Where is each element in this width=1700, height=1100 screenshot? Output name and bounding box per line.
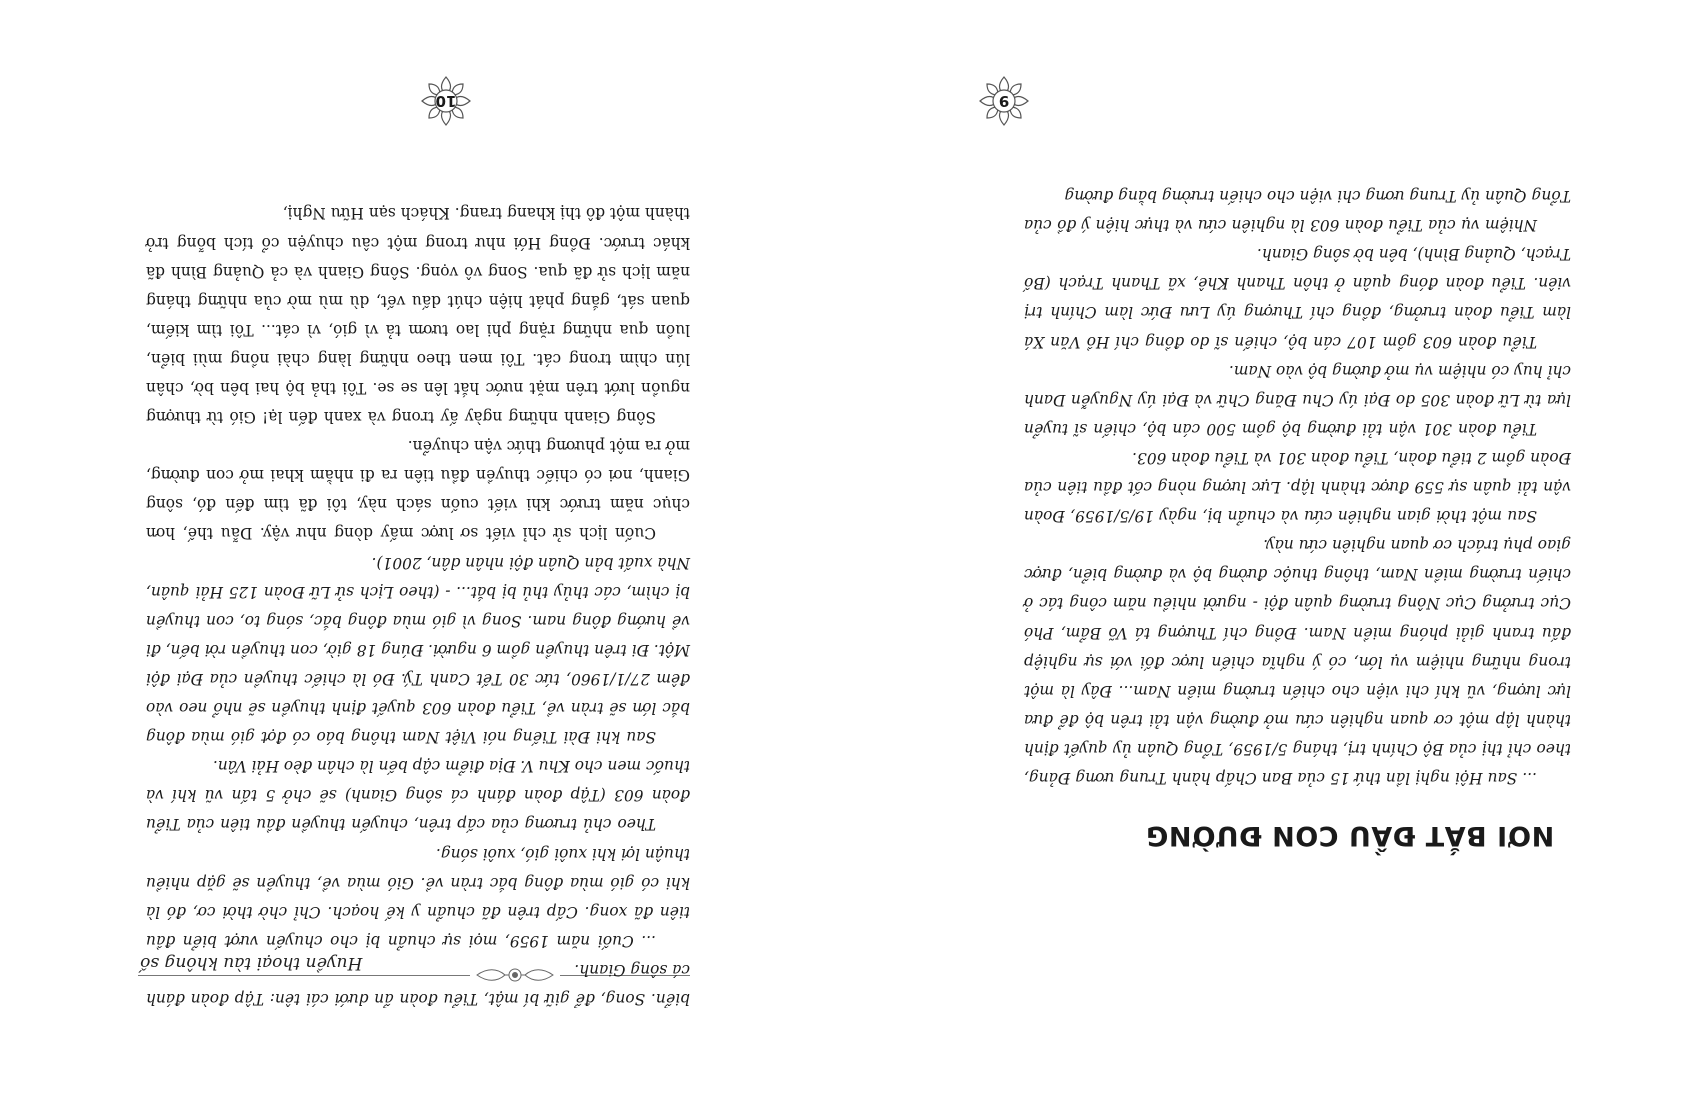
paragraph: biển. Song, để giữ bí mật, Tiểu đoàn ẩn dưới cái tên: Tập đoàn đánh cá sông Gianh. (146, 960, 690, 1008)
page-9-body (1024, 181, 1571, 792)
paragraph: Sông Gianh những ngày ấy trong và xanh đến lạ! Gió từ thượng nguồn lướt trên mặt nước hắt lên se se. Tôi thả bộ hai bên bờ, chân lún chìm trong cát. Tôi men theo những làng chài nồng mùi biển, luồn qua những rặng phi lao tươm tả vì gió, vì cát... Tôi tìm kiếm, quan sát, gắng phát hiện chút dấu vết, dù mù mờ của những tháng năm lịch sử đã qua. Song vô vọng. Sông Gianh và cả Quảng Bình đã khác trước. Đồng Hới như trong một câu chuyện cổ tích bỗng trở thành một đô thị khang trang. Khách sạn Hữu Nghị, (146, 204, 690, 427)
paragraph: Tiểu đoàn 301 vận tải đường bộ gồm 500 cán bộ, chiến sĩ tuyển lựa từ Lữ đoàn 305 do Đại úy Chu Đăng Chữ và Đại úy Nguyễn Danh chỉ huy có nhiệm vụ mở đường bộ vào Nam. (1024, 361, 1571, 438)
page-number-text: 10 (435, 92, 457, 110)
paragraph: Theo chủ trương của cấp trên, chuyến thuyền đầu tiên của Tiểu đoàn 603 (Tập đoàn đánh cá sông Gianh) sẽ chở 5 tấn vũ khí và thuốc men cho Khu V. Địa điểm cập bến là chân đèo Hải Vân. (146, 757, 690, 834)
paragraph: Sau một thời gian nghiên cứu và chuẩn bị, ngày 19/5/1959, Đoàn vận tải quân sự 559 được thành lập. Lực lượng nòng cốt đầu tiên của Đoàn gồm 2 tiểu đoàn, Tiểu đoàn 301 và Tiểu đoàn 603. (1024, 448, 1571, 526)
page-number-text: 9 (998, 92, 1010, 110)
page-10-body (146, 198, 690, 1013)
paragraph: Sau khi Đài Tiếng nói Việt Nam thông báo có đợt gió mùa đông bắc lớn sẽ tràn về, Tiểu đoàn 603 quyết định thuyền sẽ nhổ neo vào đêm 27/1/1960, tức 30 Tết Canh Tý. Đó là chiếc thuyền của Đại đội Một. Đi trên thuyền gồm 6 người. Đúng 18 giờ, con thuyền rời bến, đi về hướng đông nam. Song vì gió mùa đông bắc, sóng to, con thuyền bị chìm, các thủy thủ bị bắt... - (theo Lịch sử Lữ Đoàn 125 Hải quân, Nhà xuất bản Quân đội nhân dân, 2001). (146, 553, 690, 747)
paragraph: ... Cuối năm 1959, mọi sự chuẩn bị cho chuyến vượt biển đầu tiên đã xong. Cấp trên đã chuẩn y kế hoạch. Chỉ chờ thời cơ, đó là khi có gió mùa đông bắc tràn về. Gió mùa về, thuyền sẽ gặp nhiều thuận lợi khi xuôi gió, xuôi sóng. (146, 844, 690, 950)
paragraph: Tiểu đoàn 603 gồm 107 cán bộ, chiến sĩ do đồng chí Hồ Văn Xá làm Tiểu đoàn trưởng, đồng chí Thượng úy Lưu Đức làm Chính trị viên. Tiểu đoàn đóng quân ở thôn Thanh Khê, xã Thanh Trạch (Bố Trạch, Quảng Bình), bên bờ sông Gianh. (1024, 245, 1571, 351)
running-title: Huyền thoại tàu không số (140, 953, 363, 973)
chapter-title: NƠI BẮT ĐẦU CON ĐƯỜNG (1145, 820, 1555, 851)
page-number-9 (977, 74, 1031, 128)
paragraph: Nhiệm vụ của Tiểu đoàn 603 là nghiên cứu và thực hiện ý đồ của Tổng Quân ủy Trung ương chi viện cho chiến trường bằng đường (1024, 187, 1571, 235)
paragraph: ... Sau Hội nghị lần thứ 15 của Ban Chấp hành Trung ương Đảng, theo chỉ thị của Bộ Chính trị, tháng 5/1959, Tổng Quân ủy quyết định thành lập một cơ quan nghiên cứu mở đường vận tải trên bộ để đưa lực lượng, vũ khí chi viện cho chiến trường miền Nam... Đây là một trong những nhiệm vụ lớn, có ý nghĩa chiến lược đối với sự nghiệp đấu tranh giải phóng miền Nam. Đồng chí Thượng tá Võ Bẩm, Phó Cục trưởng Cục Nông trường quân đội - người nhiều năm công tác ở chiến trường miền Nam, thông thuộc đường bộ và đường biển, được giao phụ trách cơ quan nghiên cứu này. (1024, 536, 1571, 787)
page-9 (850, 0, 1700, 1100)
paragraph: Cuốn lịch sử chỉ viết sơ lược mấy dòng như vậy. Dẫu thế, hơn chục năm trước khi viết cuốn sách này, tôi đã tìm đến đó, sông Gianh, nơi có chiếc thuyền đầu tiên ra đi nhằm khai mở con đường, mở ra một phương thức vận chuyển. (146, 437, 690, 543)
page-number-10 (419, 74, 473, 128)
